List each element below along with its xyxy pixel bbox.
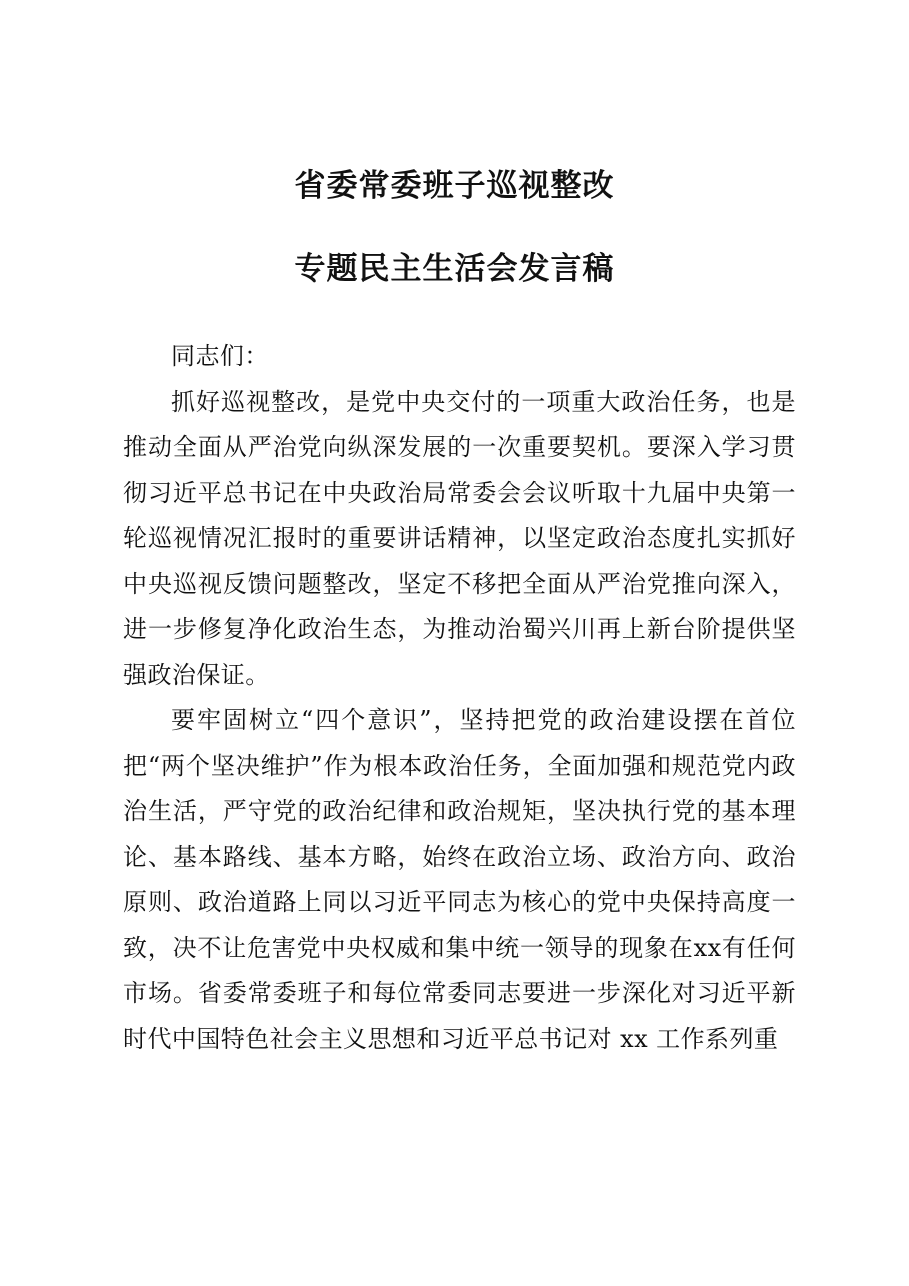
salutation: 同志们： <box>171 342 269 370</box>
document-title-line-2: 专题民主生活会发言稿 <box>294 251 615 287</box>
document-body <box>123 334 796 1062</box>
body-paragraph-1: 抓好巡视整改，是党中央交付的一项重大政治任务，也是推动全面从严治党向纵深发展的一次重要契机。要深入学习贯彻习近平总书记在中央政治局常委会会议听取十九届中央第一轮巡视情况汇报时的重要讲话精神，以坚定政治态度扎实抓好中央巡视反馈问题整改，坚定不移把全面从严治党推向深入，进一步修复净化政治生态，为推动治蜀兴川再上新台阶提供坚强政治保证。 <box>123 387 796 689</box>
body-paragraph-2: 要牢固树立“四个意识”，坚持把党的政治建设摆在首位把“两个坚决维护”作为根本政治任务，全面加强和规范党内政治生活，严守党的政治纪律和政治规矩，坚决执行党的基本理论、基本路线、基本方略，始终在政治立场、政治方向、政治原则、政治道路上同以习近平同志为核心的党中央保持高度一致，决不让危害党中央权威和集中统一领导的现象在xx有任何市场。省委常委班子和每位常委同志要进一步深化对习近平新时代中国特色社会主义思想和习近平总书记对 xx 工作系列重 <box>123 706 796 1053</box>
document-title-line-1: 省委常委班子巡视整改 <box>294 168 615 204</box>
